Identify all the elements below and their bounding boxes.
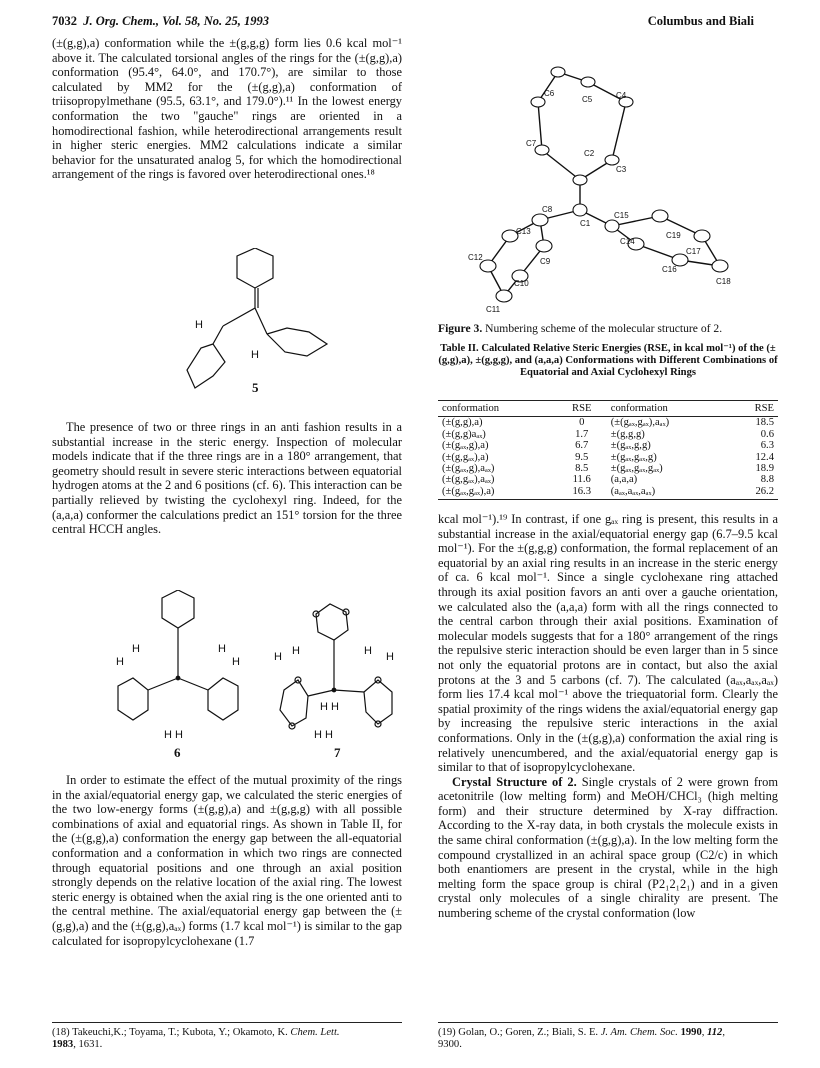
h-label: H	[132, 643, 140, 655]
h-label: H	[364, 645, 372, 657]
table-cell: (±(gₐₓ,gₐₓ),aₐₓ)	[610, 417, 670, 429]
right-para-2-text: Single crystals of 2 were grown from acetonitrile (low melting form) and MeOH/CHCl₃ (high melting form) and their structure determined by X-ray diffraction. According to the X-ray data, in both crystals the molecule exists in the same chiral conformation (±(g,g),a). In the low melting form the compound crystallized in an achiral space group (C2/c) in which both enantiomers are present in the crystal, while in the high melting form the space group is chiral (P2₁2₁2₁) and in a given crystal only molecules of a single chirality are present. The numbering scheme of the crystal conformation (low	[438, 774, 778, 921]
footnote-18-pages: , 1631.	[73, 1039, 103, 1051]
left-para-2-text: The presence of two or three rings in an anti fashion results in a substantial increase in the steric energy. Inspection of molecular models indicate that if the three rings are in a 180° arrangement, that geometry should result in severe steric interactions between equatorial hydrogen atoms at the 2 and 6 positions (cf. 6). This interaction can be partially relieved by twisting the cyclohexyl ring. Indeed, for the (a,a,a) conformer the calculations predict an 151° torsion for the three central HCCH angles.	[52, 420, 402, 537]
table-cell: (±(gₐₓ,g),aₐₓ)	[442, 463, 495, 475]
table-cell: ±(gₐₓ,gₐₓ,g)	[610, 451, 657, 463]
footnote-rule-right	[438, 1022, 778, 1023]
table-cell: 16.3	[557, 486, 607, 500]
table-2-title: Table II. Calculated Relative Steric Energies (RSE, in kcal mol⁻¹) of the (±(g,g),a), ±(g,g,g), and (a,a,a) Conformations with Different Combinations of Equatorial and Axial Cyclohexyl Rings	[438, 343, 778, 378]
figure-3-ortep	[440, 40, 770, 320]
table-row	[438, 429, 778, 440]
footnote-19-year: 1990	[680, 1027, 702, 1038]
h-label: H	[274, 651, 282, 663]
h-label: H	[218, 643, 226, 655]
table-cell: 18.5	[755, 417, 774, 429]
right-text-column	[438, 512, 778, 921]
atom-label: C12	[468, 253, 483, 262]
footnote-18-text: (18) Takeuchi,K.; Toyama, T.; Kubota, Y.; Okamoto, K.	[52, 1027, 291, 1038]
left-para-3-text: In order to estimate the effect of the mutual proximity of the rings in the axial/equatorial energy gap, we calculated the steric energies of the two low-energy forms (±(g,g),a) and ±(g,g,g) with all possible combinations of axial and equatorial rings. As shown in Table II, for the (±(g,g),a) conformation the energy gap between the all-equatorial conformation and a conformation in which two rings are connected through equatorial positions and one through an axial position strongly depends on the relative location of the axial ring. The lowest steric energy is obtained when the axial ring is the one oriented anti to the central methine. The axial/equatorial energy gap between the (±(g,g),a) and the (±(g,g),aₐₓ) forms (1.7 kcal mol⁻¹) is similar to the gap calculated for isopropylcyclohexane (1.7	[52, 773, 402, 948]
footnote-18	[52, 1027, 402, 1052]
atom-label: C1	[580, 219, 591, 228]
atom-label: C8	[542, 205, 553, 214]
atom-label: C11	[486, 305, 501, 314]
h-label: H	[195, 319, 203, 331]
table-cell: 0	[579, 417, 585, 429]
left-para-1-text: (±(g,g),a) conformation while the ±(g,g,g) form lies 0.6 kcal mol⁻¹ above it. The calculated torsional angles of the rings for the (±(g,g),a) conformation (95.4°, 64.0°, and 170.7°), are similar to those calculated by MM2 for the (±(g,g),a) conformation of triisopropylmethane (95.5, 63.1°, and 179.0°).¹¹ In the lowest energy conformation the two "gauche" rings are oriented in a homodirectional fashion, while heterodirectional arrangements result in higher steric energies. MM2 calculations indicate a similar behavior for the unsaturated analog 5, for which the homodirectional arrangement of the rings is favored over heterodirectional ones.¹⁸	[52, 36, 402, 182]
table-cell: 9.5	[575, 451, 589, 463]
table-cell: 26.2	[728, 486, 778, 500]
table-cell: (±(g,g)aₐₓ)	[442, 428, 486, 440]
structure-5-drawing	[175, 248, 335, 398]
atom-label: C13	[516, 227, 531, 236]
page-number: 7032	[52, 14, 77, 28]
compound-5-label: 5	[252, 380, 259, 395]
table-row	[438, 474, 778, 485]
table-row	[438, 463, 778, 474]
footnote-18-journal: Chem. Lett.	[290, 1027, 340, 1038]
atom-label: C17	[686, 247, 701, 256]
table-cell: 8.8	[760, 474, 774, 486]
table-cell: ±(gₐₓ,gₐₓ,gₐₓ)	[610, 463, 663, 475]
table-cell: 6.3	[760, 440, 774, 452]
atom-label: C14	[620, 237, 635, 246]
table-row	[438, 417, 778, 429]
section-runin-heading: Crystal Structure of 2.	[452, 774, 577, 789]
table-cell: 1.7	[575, 428, 589, 440]
atom-label: C19	[666, 231, 681, 240]
footnote-19-text: (19) Golan, O.; Goren, Z.; Biali, S. E.	[438, 1027, 601, 1038]
table-cell: 11.6	[572, 474, 591, 486]
atom-label: C3	[616, 165, 627, 174]
hh-label: H H	[320, 701, 339, 713]
footnote-19-pages: 9300.	[438, 1039, 462, 1051]
table-cell: (±(g,gₐₓ),aₐₓ)	[442, 474, 495, 486]
table-cell: (aₐₓ,aₐₓ,aₐₓ)	[607, 486, 728, 500]
figure-3-caption-text: Numbering scheme of the molecular structure of 2.	[485, 322, 723, 335]
atom-label: C5	[582, 95, 593, 104]
right-para-1-text: kcal mol⁻¹).¹⁹ In contrast, if one gₐₓ ring is present, this results in a substantial increase in the axial/equatorial energy gap (6.7–9.5 kcal mol⁻¹). For the ±(g,g,g) conformation, the formal replacement of an equatorial by an axial ring results in an increase in the steric energy of ca. 6 kcal mol⁻¹. Since a single cyclohexane ring attached through its axial position favors an anti over a gauche orientation, we calculated also the (a,a,a) form with all the rings connected to the central carbon through their axial positions. Examination of molecular models suggests that for a 180° arrangement of the rings the repulsive steric interaction should be even larger than in 5 since not only the equatorial protons are in contact, but also the axial protons at the 3 and 5 carbons (cf. 7). The calculated (aₐₓ,aₐₓ,aₐₓ) form lies 17.4 kcal mol⁻¹ above the triequatorial form. Clearly the spatial proximity of the rings widens the axial/equatorial energy gap by increasing the repulsive steric interactions in the axial conformations. Only in the (±(g,g),a) conformation the axial ring is relatively unencumbered, and the axial/equatorial energy gap is similar to that of isopropylcyclohexane.	[438, 512, 778, 775]
atom-label: C4	[616, 91, 627, 100]
atom-label: C16	[662, 265, 677, 274]
left-para-2	[52, 420, 402, 537]
atom-label: C9	[540, 257, 551, 266]
h-label: H	[116, 656, 124, 668]
atom-label: C18	[716, 277, 731, 286]
h-label: H	[386, 651, 394, 663]
atom-label: C10	[514, 279, 529, 288]
table-row	[438, 452, 778, 463]
table-header-row	[438, 401, 778, 417]
table-row	[438, 486, 778, 500]
footnote-19: (19) Golan, O.; Goren, Z.; Biali, S. E. J. Am. Chem. Soc. 1990, 112, 9300.	[438, 1027, 726, 1051]
authors-header: Columbus and Biali	[647, 14, 754, 28]
compound-6-label: 6	[174, 745, 181, 760]
compound-7-label: 7	[334, 745, 341, 760]
table-cell: (±(gₐₓ,g),a)	[442, 440, 489, 452]
footnote-19-volume: 112	[707, 1027, 723, 1038]
structure-6-drawing	[92, 590, 267, 740]
structure-7-drawing	[268, 600, 403, 745]
h-label: H	[292, 645, 300, 657]
table-cell: 12.4	[755, 451, 774, 463]
table-cell: ±(g,g,g)	[610, 428, 645, 440]
h-label: H	[251, 349, 259, 361]
atom-label: C15	[614, 211, 629, 220]
table-row	[438, 440, 778, 451]
journal-name: J. Org. Chem.,	[83, 14, 159, 28]
figure-3-caption	[438, 322, 778, 335]
atom-label: C2	[584, 149, 595, 158]
table-2	[438, 400, 778, 500]
figure-3-caption-label: Figure 3.	[438, 322, 483, 335]
right-para-2	[438, 775, 778, 921]
table-cell: (±(gₐₓ,gₐₓ),a)	[438, 486, 557, 500]
left-para-1	[52, 36, 402, 182]
table-cell: (±(g,gₐₓ),a)	[442, 451, 489, 463]
table-cell: 18.9	[755, 463, 774, 475]
volume-info: Vol. 58, No. 25, 1993	[162, 14, 270, 28]
left-para-3	[52, 773, 402, 948]
footnote-rule-left	[52, 1022, 402, 1023]
footnote-18-year: 1983	[52, 1039, 74, 1051]
table-cell: (±(g,g),a)	[442, 417, 483, 429]
table-header-cell: RSE	[557, 401, 607, 417]
footnote-19-journal: J. Am. Chem. Soc.	[600, 1027, 678, 1038]
table-cell: 8.5	[575, 463, 589, 475]
h-label: H	[232, 656, 240, 668]
hh-label: H H	[164, 729, 183, 740]
table-cell: ±(gₐₓ,g,g)	[610, 440, 651, 452]
table-cell: 0.6	[760, 428, 774, 440]
table-header-cell: conformation	[607, 401, 728, 417]
table-cell: 6.7	[575, 440, 589, 452]
table-header-cell: conformation	[438, 401, 557, 417]
hh-label: H H	[314, 729, 333, 741]
atom-label: C6	[544, 89, 555, 98]
table-cell: (a,a,a)	[610, 474, 638, 486]
running-header	[52, 14, 269, 29]
table-header-cell: RSE	[728, 401, 778, 417]
atom-label: C7	[526, 139, 537, 148]
